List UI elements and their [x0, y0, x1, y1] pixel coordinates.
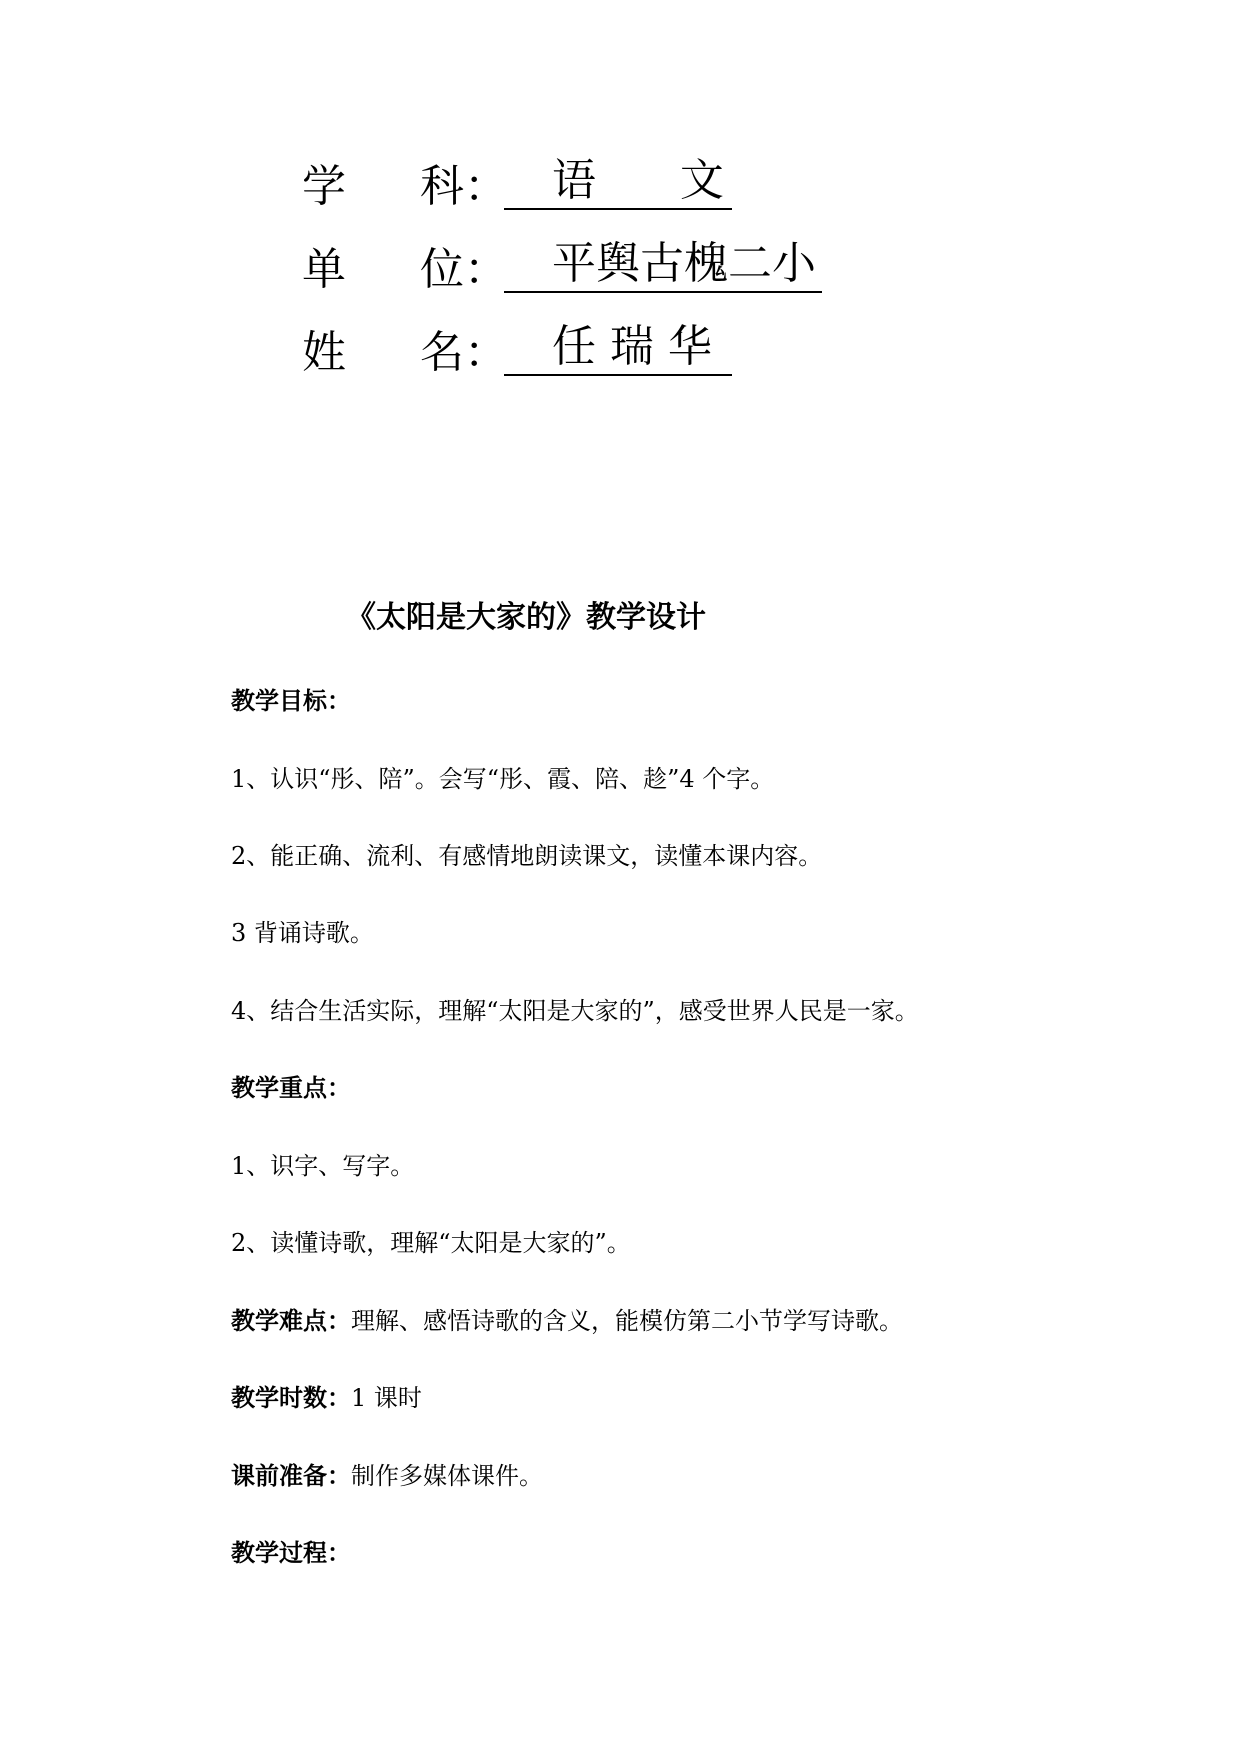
- subject-value: 语 文: [504, 154, 732, 210]
- unit-label-char-2: 位: [420, 244, 464, 295]
- unit-label-colon: ：: [464, 244, 508, 295]
- key-point-item-2: 2、读懂诗歌，理解“太阳是大家的”。: [231, 1229, 631, 1257]
- objective-item-3: 3 背诵诗歌。: [231, 919, 374, 947]
- subject-label-char-1: 学: [302, 161, 346, 212]
- key-points-heading: 教学重点：: [231, 1074, 351, 1102]
- difficulty-line: [231, 1305, 903, 1337]
- subject-label-colon: ：: [464, 161, 508, 212]
- hours-line: [231, 1382, 422, 1414]
- preparation-line: [231, 1460, 543, 1492]
- name-label: [302, 316, 508, 380]
- difficulty-label: 教学难点：: [231, 1307, 351, 1335]
- key-point-item-1: 1、识字、写字。: [231, 1152, 415, 1180]
- unit-label-char-1: 单: [302, 244, 346, 295]
- unit-label: [302, 233, 508, 297]
- objectives-heading: 教学目标：: [231, 687, 351, 715]
- subject-row: [302, 152, 732, 212]
- preparation-label: 课前准备：: [231, 1462, 351, 1490]
- name-value: 任 瑞 华: [504, 320, 732, 376]
- difficulty-text: 理解、感悟诗歌的含义，能模仿第二小节学写诗歌。: [351, 1307, 903, 1335]
- document-title: 《太阳是大家的》教学设计: [346, 600, 706, 635]
- name-row: [302, 318, 732, 378]
- name-label-colon: ：: [464, 327, 508, 378]
- subject-label: [302, 150, 508, 214]
- name-label-char-2: 名: [420, 327, 464, 378]
- unit-value: 平舆古槐二小: [504, 237, 822, 293]
- hours-text: 1 课时: [351, 1384, 422, 1412]
- objective-item-4: 4、结合生活实际，理解“太阳是大家的”，感受世界人民是一家。: [231, 997, 919, 1025]
- preparation-text: 制作多媒体课件。: [351, 1462, 543, 1490]
- name-label-char-1: 姓: [302, 327, 346, 378]
- objective-item-2: 2、能正确、流利、有感情地朗读课文，读懂本课内容。: [231, 842, 823, 870]
- objective-item-1: 1、认识“彤、陪”。会写“彤、霞、陪、趁”4 个字。: [231, 765, 775, 793]
- hours-label: 教学时数：: [231, 1384, 351, 1412]
- process-heading: 教学过程：: [231, 1539, 351, 1567]
- subject-label-char-2: 科: [420, 161, 464, 212]
- unit-row: [302, 235, 822, 295]
